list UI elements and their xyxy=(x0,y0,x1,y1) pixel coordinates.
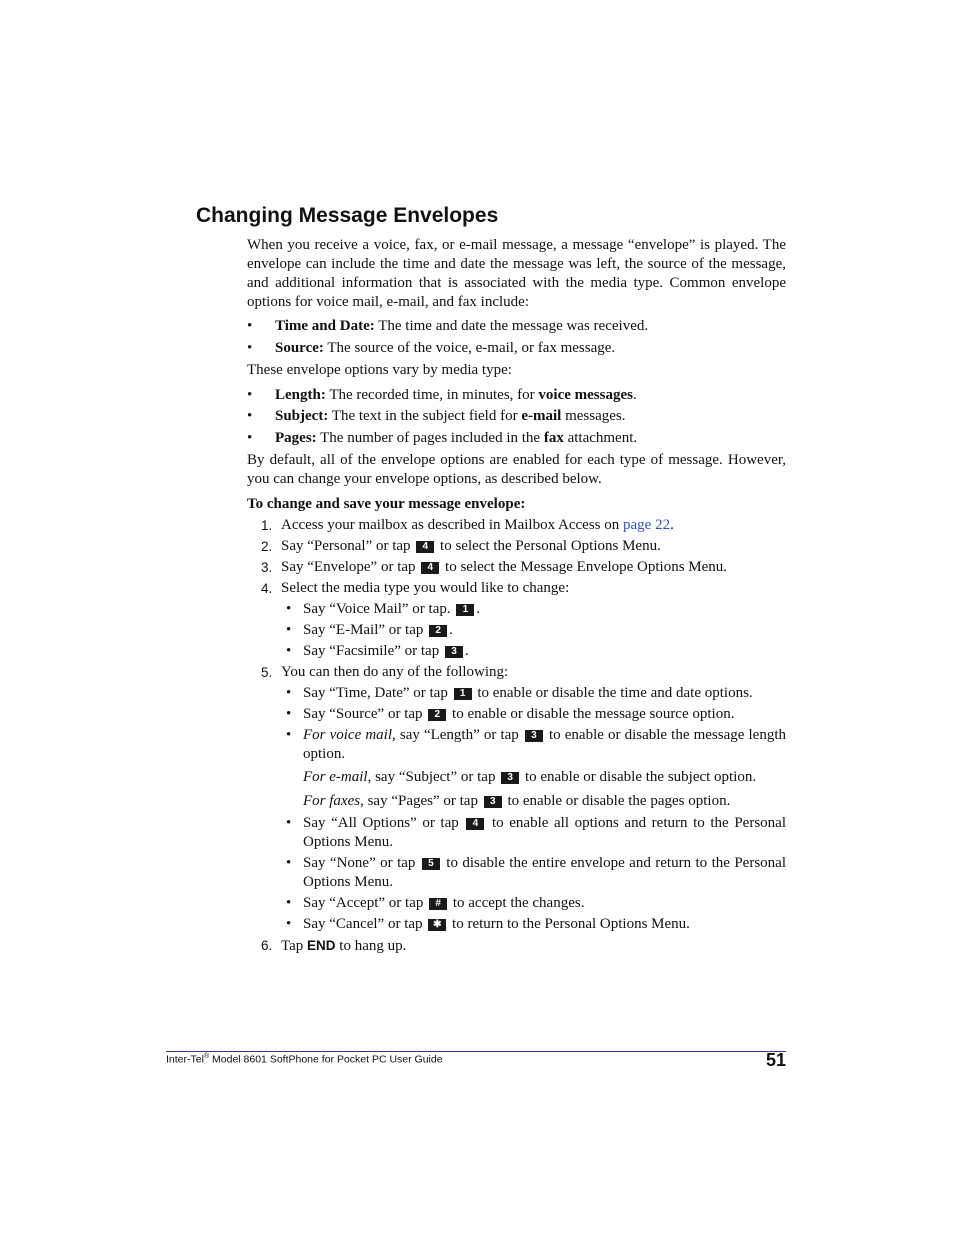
bullet-icon: • xyxy=(286,643,292,659)
list-item: • Say “Voice Mail” or tap. 1 . xyxy=(286,601,481,617)
list-item: • Say “Facsimile” or tap 3 . xyxy=(286,643,469,659)
key-2-icon: 2 xyxy=(429,625,447,637)
key-1-icon: 1 xyxy=(454,688,472,700)
footer-title: Inter-Tel® Model 8601 SoftPhone for Pocket PC User Guide xyxy=(166,1053,443,1066)
bullet-icon: • xyxy=(247,430,253,446)
default-paragraph: By default, all of the envelope options are enabled for each type of message. However, you can change your envelope options, as described below. xyxy=(247,452,786,487)
bullet-icon: • xyxy=(247,408,253,424)
key-hash-icon: # xyxy=(429,898,447,910)
key-3-icon: 3 xyxy=(501,772,519,784)
list-item: • Say “All Options” or tap 4 to enable all options and return to the Personal Options Menu. xyxy=(286,815,786,850)
bullet-icon: • xyxy=(286,727,292,743)
bullet-icon: • xyxy=(286,895,292,911)
list-item: • Say “E-Mail” or tap 2 . xyxy=(286,622,453,638)
bullet-icon: • xyxy=(247,340,253,356)
list-item-continuation: For e-mail, say “Subject” or tap 3 to enable or disable the subject option. xyxy=(303,769,757,785)
key-4-icon: 4 xyxy=(421,562,439,574)
bullet-icon: • xyxy=(286,622,292,638)
key-3-icon: 3 xyxy=(445,646,463,658)
list-item: • Say “Time, Date” or tap 1 to enable or disable the time and date options. xyxy=(286,685,753,701)
key-star-icon: ✱ xyxy=(428,919,446,931)
page-title: Changing Message Envelopes xyxy=(196,204,499,227)
bullet-icon: • xyxy=(286,601,292,617)
bullet-icon: • xyxy=(247,387,253,403)
list-item: • Say “Accept” or tap # to accept the changes. xyxy=(286,895,585,911)
key-1-icon: 1 xyxy=(456,604,474,616)
key-3-icon: 3 xyxy=(525,730,543,742)
bullet-icon: • xyxy=(286,685,292,701)
key-2-icon: 2 xyxy=(428,709,446,721)
page-link[interactable]: page 22 xyxy=(623,517,671,533)
key-5-icon: 5 xyxy=(422,858,440,870)
list-item: • For voice mail, say “Length” or tap 3 to enable or disable the message length option. xyxy=(286,727,787,762)
bullet-icon: • xyxy=(247,318,253,334)
key-4-icon: 4 xyxy=(416,541,434,553)
list-item-continuation: For faxes, say “Pages” or tap 3 to enable or disable the pages option. xyxy=(303,793,731,809)
bullet-icon: • xyxy=(286,815,292,831)
list-item: • Say “Cancel” or tap ✱ to return to the Personal Options Menu. xyxy=(286,916,690,932)
key-4-icon: 4 xyxy=(466,818,484,830)
list-item: • Say “Source” or tap 2 to enable or disable the message source option. xyxy=(286,706,735,722)
procedure-title: To change and save your message envelope: xyxy=(247,496,526,512)
vary-intro: These envelope options vary by media type: xyxy=(247,362,512,378)
footer-divider xyxy=(166,1051,786,1052)
page-number: 51 xyxy=(765,1050,786,1070)
intro-paragraph: When you receive a voice, fax, or e-mail message, a message “envelope” is played. The envelope can include the time and date the message was left, the source of the message, and additional information that is associated with the media type. Common envelope options for voice mail, e-mail, and fax include: xyxy=(247,237,786,310)
bullet-icon: • xyxy=(286,916,292,932)
bullet-icon: • xyxy=(286,855,292,871)
key-3-icon: 3 xyxy=(484,796,502,808)
list-item: • Say “None” or tap 5 to disable the entire envelope and return to the Personal Options Menu. xyxy=(286,855,786,890)
bullet-icon: • xyxy=(286,706,292,722)
